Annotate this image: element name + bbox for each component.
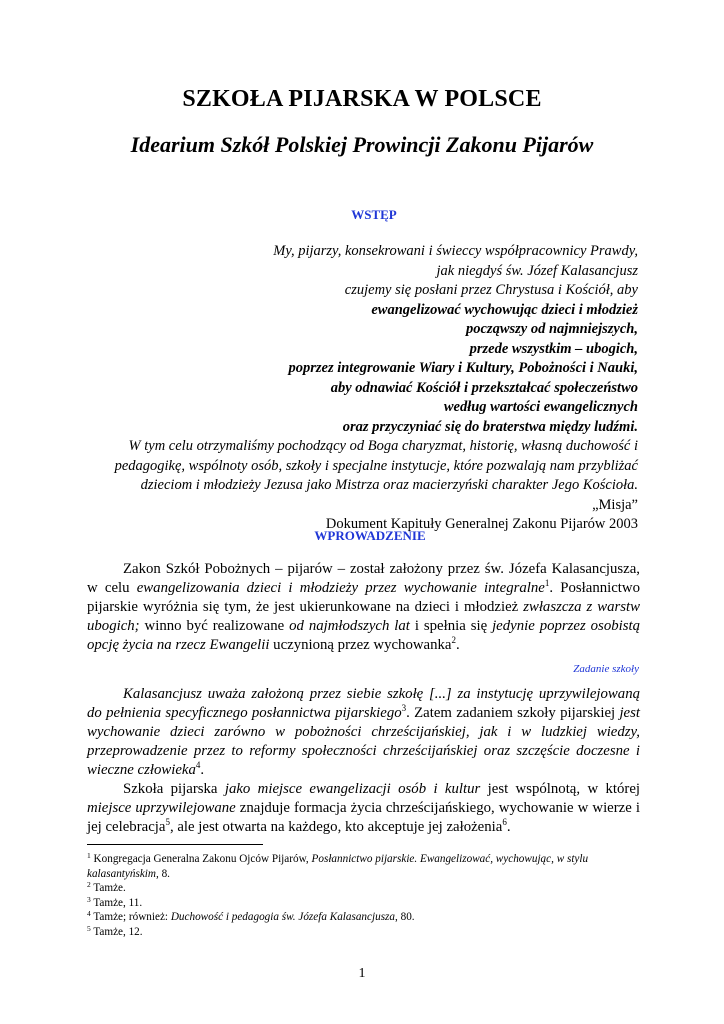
footnote-ref: 4 [195,760,201,770]
footnote-2: $^2$ Tamże. [87,880,126,895]
footnote-1-cont: kalasantyńskim, 8. [87,867,170,880]
paragraph-school-task [87,685,640,837]
text-line: w celu ewangelizowania dzieci i młodzieży przez wychowanie integralne$^1$. Posłannictwo [87,578,641,596]
footnote-ref: 5 [165,817,170,827]
footnotes [87,852,647,940]
text-line: opcję życia na rzecz Ewangelii uczynioną przez wychowanka$^2$. [87,635,460,653]
text-line: Kalasancjusz uważa założoną przez siebie szkołę [...] za instytucję uprzywilejowaną [123,686,640,702]
page-number: 1 [358,966,366,981]
footnote-ref: 1 [544,578,550,588]
motto-line: czujemy się posłani przez Chrystusa i Kościół, aby [344,282,638,298]
footnote-4: $^4$ Tamże; również: Duchowość i pedagogia św. Józefa Kalasancjusza, 80. [87,909,415,924]
text-line: do pełnienia specyficznego posłannictwa pijarskiego$^3$. Zatem zadaniem szkoły pijarskiej jest [87,703,640,721]
paragraph-introduction [87,560,640,655]
motto-line: aby odnawiać Kościół i przekształcać społeczeństwo [330,379,638,396]
text-line: pijarskie wyróżnia się tym, że jest ukierunkowane na dzieci i młodzież zwłaszcza z warstw [87,599,640,615]
footnote-separator [87,844,263,845]
footnote-5: $^5$ Tamże, 12. [87,923,143,938]
text-line: ubogich; winno być realizowane od najmłodszych lat i spełnia się jedynie poprzez osobistą [87,618,640,634]
motto-line: ewangelizować wychowując dzieci i młodzież [371,301,638,318]
motto-line: według wartości ewangelicznych [443,399,638,415]
footnote-ref: 6 [502,817,507,827]
text-line: jej celebracja$^5$, ale jest otwarta na każdego, kto akceptuje jej założenia$^6$. [87,817,511,835]
text-line: wychowanie dzieci zarówno w pobożności chrześcijańskiej, jak i w ludzkiej wiedzy, [87,724,640,740]
motto-line: oraz przyczyniać się do braterstwa między ludźmi. [342,418,638,435]
motto-line: począwszy od najmniejszych, [466,321,638,337]
section-heading-wstep: WSTĘP [351,207,397,222]
document-subtitle: Idearium Szkół Polskiej Prowincji Zakonu Pijarów [130,132,594,157]
section-heading-wprowadzenie: WPROWADZENIE [314,528,426,543]
motto-line: pedagogikę, wspólnoty osób, szkoły i specjalne instytucje, które pozwalają nam przybliżać [114,457,638,474]
text-line: przeprowadzenie przez to reformy społeczności chrześcijańskiej oraz szczęście doczesne i [87,743,640,759]
text-line: Szkoła pijarska jako miejsce ewangelizacji osób i kultur jest wspólnotą, w której [123,781,641,797]
footnote-ref: 2 [451,635,456,645]
motto-line: My, pijarzy, konsekrowani i świeccy współpracownicy Prawdy, [273,243,638,259]
text-line: Zakon Szkół Pobożnych – pijarów – został założony przez św. Józefa Kalasancjusza, [123,561,640,577]
text-line: wieczne człowieka$^4$. [87,760,205,778]
footnote-3: $^3$ Tamże, 11. [87,894,143,909]
document-title: SZKOŁA PIJARSKA W POLSCE [182,86,542,112]
motto-line: jak niegdyś św. Józef Kalasancjusz [436,262,638,279]
motto-line: przede wszystkim – ubogich, [469,340,638,357]
text-line: miejsce uprzywilejowane znajduje formacja życia chrześcijańskiego, wychowanie w wierze i [87,800,640,816]
footnote-1: $^1$ Kongregacja Generalna Zakonu Ojców Pijarów, Posłannictwo pijarskie. Ewangelizować, wychowując, w stylu [87,851,589,865]
source-title: „Misja” [592,496,638,513]
side-label-zadanie: Zadanie szkoły [573,663,639,675]
footnote-ref: 3 [401,703,407,713]
mission-motto [80,242,638,535]
motto-line: W tym celu otrzymaliśmy pochodzący od Boga charyzmat, historię, własną duchowość i [128,438,638,454]
motto-line: poprzez integrowanie Wiary i Kultury, Pobożności i Nauki, [288,360,638,376]
motto-line: dzieciom i młodzieży Jezusa jako Mistrza oraz macierzyński charakter Jego Kościoła. [140,477,638,493]
source-document: Dokument Kapituły Generalnej Zakonu Pijarów 2003 [325,516,638,532]
